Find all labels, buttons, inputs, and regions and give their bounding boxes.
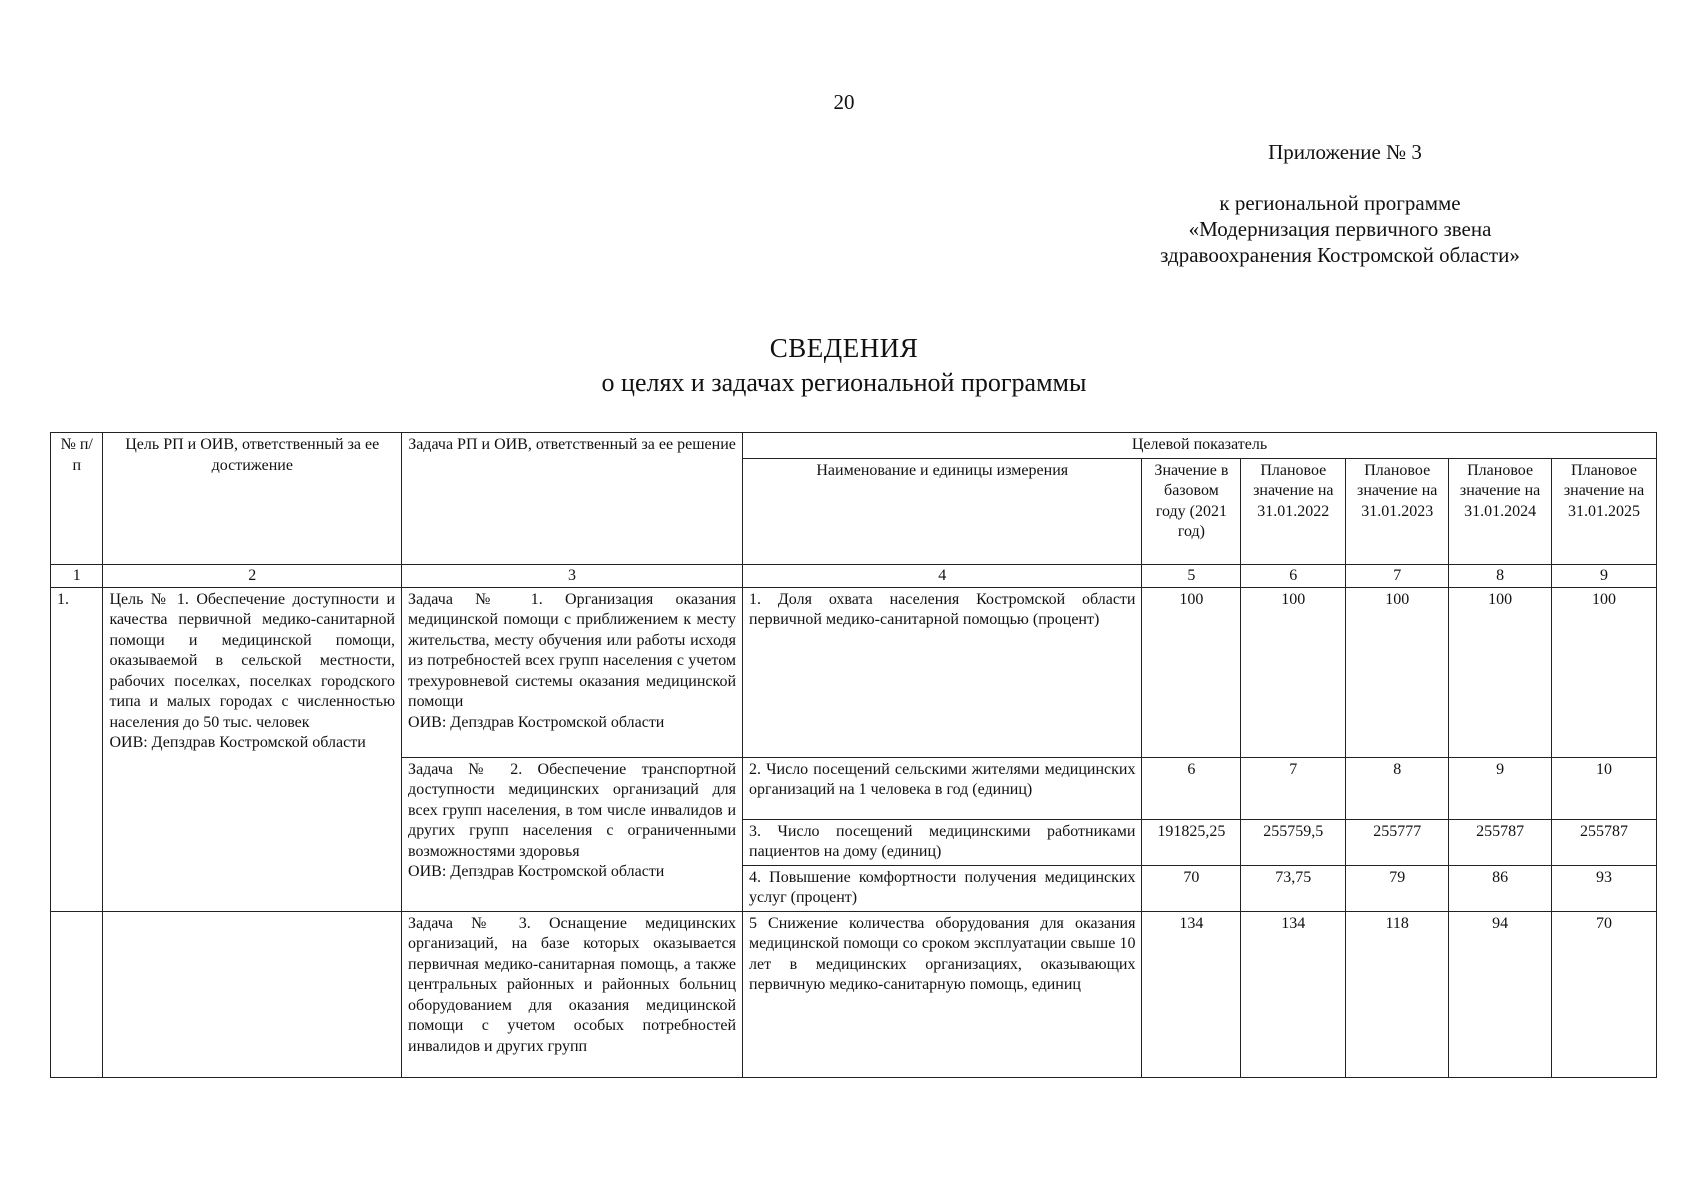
indicator-value: 118 [1346,911,1449,1077]
task-oiv: ОИВ: Депздрав Костромской области [408,863,665,880]
column-number: 3 [402,564,743,587]
task-text: Задача № 3. Оснащение медицинских организаций, на базе которых оказывается первичная медико-санитарная помощь, а также центральных районных и районных больниц оборудованием для оказания медицинской помощи с учетом особых потребностей инвалидов и других групп [408,914,737,1055]
header-indicator-name: Наименование и единицы измерения [743,458,1142,564]
indicator-value: 100 [1346,587,1449,757]
row-number: 1. [51,587,103,911]
header-row [51,433,1657,459]
task-cell [402,587,743,757]
header-task: Задача РП и ОИВ, ответственный за ее решение [402,433,743,565]
column-number: 7 [1346,564,1449,587]
program-ref-line: здравоохранения Костромской области» [1160,243,1520,267]
task-text: Задача № 2. Обеспечение транспортной доступности медицинских организаций для всех групп населения, в том числе инвалидов и других групп населения с ограниченными возможностями здоровья [408,760,737,860]
indicator-value: 10 [1552,757,1657,819]
indicator-name: 4. Повышение комфортности получения медицинских услуг (процент) [743,865,1142,911]
program-reference [1130,190,1550,268]
column-number: 5 [1142,564,1241,587]
indicator-value: 6 [1142,757,1241,819]
goal-oiv: ОИВ: Депздрав Костромской области [109,734,366,751]
indicator-value: 93 [1552,865,1657,911]
indicator-value: 255759,5 [1241,819,1346,865]
indicator-value: 73,75 [1241,865,1346,911]
row-number-empty [51,911,103,1077]
indicator-value: 70 [1142,865,1241,911]
indicator-value: 255787 [1552,819,1657,865]
indicator-value: 8 [1346,757,1449,819]
header-plan-2023: Плановое значение на 31.01.2023 [1346,458,1449,564]
header-plan-2025: Плановое значение на 31.01.2025 [1552,458,1657,564]
task-oiv: ОИВ: Депздрав Костромской области [408,713,665,731]
column-number: 2 [103,564,402,587]
program-ref-line: к региональной программе [1219,191,1461,215]
task-cell [402,757,743,911]
indicator-value: 100 [1142,587,1241,757]
indicator-value: 7 [1241,757,1346,819]
indicator-value: 70 [1552,911,1657,1077]
document-subtitle: о целях и задачах региональной программы [601,368,1087,397]
page-number: 20 [833,90,855,114]
document-title: СВЕДЕНИЯ [769,333,919,363]
task-text: Задача № 1. Организация оказания медицинской помощи с приближением к месту жительства, месту обучения или работы исходя из потребностей всех групп населения с учетом трехуровневой системы оказания медицинской помощи [408,590,737,710]
indicator-value: 134 [1241,911,1346,1077]
goal-text: Цель № 1. Обеспечение доступности и качества первичной медико-санитарной помощи и медицинской помощи, оказываемой в сельской местности, рабочих поселках, поселках городского типа и малых городах с численностью населения до 50 тыс. человек [109,590,396,731]
table-row [51,911,1657,1077]
indicator-name: 1. Доля охвата населения Костромской области первичной медико-санитарной помощью (процент) [743,587,1142,757]
indicator-value: 134 [1142,911,1241,1077]
header-plan-2022: Плановое значение на 31.01.2022 [1241,458,1346,564]
task-cell [402,911,743,1077]
indicator-value: 79 [1346,865,1449,911]
indicator-value: 94 [1449,911,1552,1077]
column-number: 4 [743,564,1142,587]
header-target-indicator: Целевой показатель [743,433,1657,459]
indicator-value: 100 [1552,587,1657,757]
column-number: 8 [1449,564,1552,587]
goal-cell-empty [103,911,402,1077]
indicator-name: 2. Число посещений сельскими жителями медицинских организаций на 1 человека в год (единиц) [743,757,1142,819]
indicator-value: 255777 [1346,819,1449,865]
indicator-value: 100 [1449,587,1552,757]
header-goal: Цель РП и ОИВ, ответственный за ее достижение [103,433,402,565]
column-number-row [51,564,1657,587]
header-base-value: Значение в базовом году (2021 год) [1142,458,1241,564]
indicator-value: 191825,25 [1142,819,1241,865]
column-number: 1 [51,564,103,587]
indicator-name: 3. Число посещений медицинскими работниками пациентов на дому (единиц) [743,819,1142,865]
goals-table [50,432,1657,1078]
indicator-value: 9 [1449,757,1552,819]
indicator-value: 100 [1241,587,1346,757]
column-number: 6 [1241,564,1346,587]
indicator-name: 5 Снижение количества оборудования для оказания медицинской помощи со сроком эксплуатации свыше 10 лет в медицинских организациях, оказывающих первичную медико-санитарную помощь, единиц [743,911,1142,1077]
header-num: № п/п [51,433,103,565]
header-plan-2024: Плановое значение на 31.01.2024 [1449,458,1552,564]
appendix-label: Приложение № 3 [1268,140,1422,164]
indicator-value: 86 [1449,865,1552,911]
goal-cell [103,587,402,911]
program-ref-line: «Модернизация первичного звена [1188,217,1492,241]
column-number: 9 [1552,564,1657,587]
indicator-value: 255787 [1449,819,1552,865]
table-row [51,587,1657,757]
